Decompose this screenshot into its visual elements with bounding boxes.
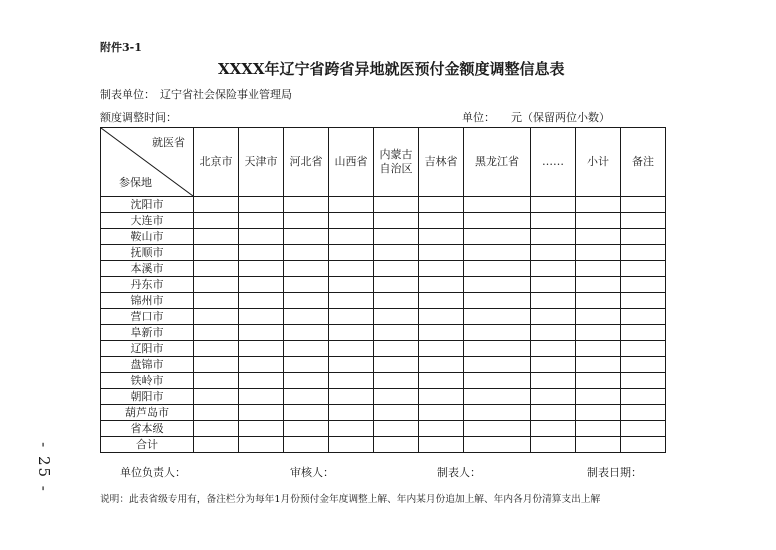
row-label: 抚顺市 (101, 245, 194, 261)
empty-cell (329, 325, 374, 341)
empty-cell (239, 229, 284, 245)
empty-cell (374, 421, 419, 437)
column-header: 山西省 (329, 128, 374, 197)
empty-cell (329, 421, 374, 437)
table-row (101, 341, 666, 357)
empty-cell (329, 389, 374, 405)
empty-cell (464, 229, 531, 245)
empty-cell (531, 325, 576, 341)
empty-cell (194, 229, 239, 245)
empty-cell (621, 245, 666, 261)
empty-cell (239, 325, 284, 341)
column-header: 天津市 (239, 128, 284, 197)
row-label: 辽阳市 (101, 341, 194, 357)
signature-date-label: 制表日期： (587, 466, 642, 479)
empty-cell (576, 421, 621, 437)
empty-cell (464, 357, 531, 373)
signature-preparer-label: 制表人： (437, 466, 481, 479)
empty-cell (419, 213, 464, 229)
column-header: 吉林省 (419, 128, 464, 197)
empty-cell (329, 213, 374, 229)
empty-cell (284, 373, 329, 389)
row-label: 丹东市 (101, 277, 194, 293)
empty-cell (464, 197, 531, 213)
empty-cell (621, 261, 666, 277)
empty-cell (531, 309, 576, 325)
row-label: 本溪市 (101, 261, 194, 277)
row-label: 葫芦岛市 (101, 405, 194, 421)
empty-cell (621, 229, 666, 245)
table-row (101, 389, 666, 405)
empty-cell (329, 373, 374, 389)
empty-cell (239, 293, 284, 309)
column-header: 小计 (576, 128, 621, 197)
table-row (101, 357, 666, 373)
empty-cell (464, 261, 531, 277)
empty-cell (284, 389, 329, 405)
empty-cell (194, 341, 239, 357)
empty-cell (194, 261, 239, 277)
empty-cell (284, 293, 329, 309)
empty-cell (621, 325, 666, 341)
empty-cell (464, 293, 531, 309)
empty-cell (284, 421, 329, 437)
empty-cell (284, 437, 329, 453)
empty-cell (576, 245, 621, 261)
table-row (101, 405, 666, 421)
row-label: 省本级 (101, 421, 194, 437)
empty-cell (464, 341, 531, 357)
empty-cell (374, 325, 419, 341)
empty-cell (621, 341, 666, 357)
table-row (101, 245, 666, 261)
empty-cell (194, 325, 239, 341)
explanatory-note: 说明：此表省级专用有，备注栏分为每年1月份预付金年度调整上解、年内某月份追加上解、年内各月份清算支出上解 (100, 494, 601, 505)
empty-cell (621, 213, 666, 229)
empty-cell (576, 197, 621, 213)
empty-cell (464, 373, 531, 389)
currency-unit-value: 元（保留两位小数） (511, 111, 610, 124)
empty-cell (621, 197, 666, 213)
empty-cell (531, 213, 576, 229)
empty-cell (329, 405, 374, 421)
row-label: 营口市 (101, 309, 194, 325)
row-label: 朝阳市 (101, 389, 194, 405)
adjustment-table (100, 127, 666, 453)
empty-cell (329, 277, 374, 293)
empty-cell (621, 357, 666, 373)
empty-cell (194, 421, 239, 437)
empty-cell (464, 213, 531, 229)
table-row (101, 277, 666, 293)
empty-cell (531, 437, 576, 453)
empty-cell (329, 437, 374, 453)
column-header: 河北省 (284, 128, 329, 197)
empty-cell (464, 325, 531, 341)
empty-cell (576, 357, 621, 373)
empty-cell (194, 405, 239, 421)
empty-cell (419, 277, 464, 293)
empty-cell (576, 341, 621, 357)
table-row (101, 213, 666, 229)
empty-cell (576, 261, 621, 277)
empty-cell (576, 437, 621, 453)
column-header: …… (531, 128, 576, 197)
empty-cell (374, 213, 419, 229)
empty-cell (284, 325, 329, 341)
empty-cell (239, 405, 284, 421)
empty-cell (374, 389, 419, 405)
empty-cell (239, 357, 284, 373)
empty-cell (419, 261, 464, 277)
signature-head-label: 单位负责人： (120, 466, 186, 479)
empty-cell (374, 357, 419, 373)
empty-cell (576, 405, 621, 421)
empty-cell (621, 405, 666, 421)
table-row (101, 293, 666, 309)
empty-cell (464, 277, 531, 293)
empty-cell (531, 261, 576, 277)
column-header: 备注 (621, 128, 666, 197)
empty-cell (194, 213, 239, 229)
empty-cell (239, 197, 284, 213)
empty-cell (374, 229, 419, 245)
table-body (101, 197, 666, 453)
row-label: 沈阳市 (101, 197, 194, 213)
empty-cell (239, 245, 284, 261)
table-row (101, 373, 666, 389)
empty-cell (374, 373, 419, 389)
empty-cell (531, 421, 576, 437)
row-label: 大连市 (101, 213, 194, 229)
empty-cell (621, 389, 666, 405)
empty-cell (621, 309, 666, 325)
empty-cell (531, 277, 576, 293)
table-row (101, 421, 666, 437)
empty-cell (329, 229, 374, 245)
adjustment-time-label: 额度调整时间： (100, 111, 177, 124)
empty-cell (621, 437, 666, 453)
page-number: - 25 - (34, 442, 53, 493)
empty-cell (419, 325, 464, 341)
empty-cell (374, 293, 419, 309)
empty-cell (419, 437, 464, 453)
empty-cell (329, 293, 374, 309)
corner-header-cell (101, 128, 194, 197)
empty-cell (239, 277, 284, 293)
empty-cell (419, 373, 464, 389)
empty-cell (284, 229, 329, 245)
column-header: 内蒙古自治区 (374, 128, 419, 197)
empty-cell (419, 421, 464, 437)
empty-cell (374, 437, 419, 453)
empty-cell (419, 341, 464, 357)
empty-cell (576, 293, 621, 309)
empty-cell (284, 341, 329, 357)
empty-cell (531, 357, 576, 373)
corner-label-insured-place: 参保地 (119, 176, 152, 189)
table-row (101, 437, 666, 453)
empty-cell (576, 389, 621, 405)
empty-cell (464, 389, 531, 405)
empty-cell (419, 389, 464, 405)
empty-cell (531, 197, 576, 213)
table-row (101, 197, 666, 213)
empty-cell (374, 405, 419, 421)
empty-cell (239, 341, 284, 357)
table-header-row (101, 128, 666, 197)
empty-cell (284, 277, 329, 293)
row-label: 盘锦市 (101, 357, 194, 373)
empty-cell (284, 245, 329, 261)
empty-cell (576, 373, 621, 389)
empty-cell (374, 277, 419, 293)
empty-cell (329, 261, 374, 277)
empty-cell (621, 293, 666, 309)
empty-cell (419, 405, 464, 421)
empty-cell (419, 293, 464, 309)
empty-cell (621, 421, 666, 437)
empty-cell (531, 389, 576, 405)
signature-reviewer-label: 审核人： (290, 466, 334, 479)
empty-cell (374, 197, 419, 213)
empty-cell (284, 261, 329, 277)
empty-cell (374, 341, 419, 357)
issuing-unit-label: 制表单位： (100, 88, 155, 101)
empty-cell (531, 245, 576, 261)
empty-cell (194, 309, 239, 325)
empty-cell (194, 293, 239, 309)
empty-cell (329, 309, 374, 325)
empty-cell (284, 405, 329, 421)
empty-cell (374, 309, 419, 325)
empty-cell (531, 293, 576, 309)
table-row (101, 261, 666, 277)
empty-cell (419, 357, 464, 373)
empty-cell (239, 421, 284, 437)
empty-cell (194, 245, 239, 261)
currency-unit-label: 单位： (462, 111, 495, 124)
empty-cell (464, 405, 531, 421)
document-title: XXXX年辽宁省跨省异地就医预付金额度调整信息表 (218, 60, 565, 78)
empty-cell (576, 325, 621, 341)
empty-cell (239, 373, 284, 389)
column-header: 黑龙江省 (464, 128, 531, 197)
empty-cell (194, 373, 239, 389)
empty-cell (329, 357, 374, 373)
table-row (101, 309, 666, 325)
empty-cell (621, 373, 666, 389)
empty-cell (621, 277, 666, 293)
empty-cell (194, 357, 239, 373)
empty-cell (576, 309, 621, 325)
corner-label-treatment-province: 就医省 (152, 136, 185, 149)
column-header: 北京市 (194, 128, 239, 197)
row-label: 锦州市 (101, 293, 194, 309)
empty-cell (194, 197, 239, 213)
table-row (101, 229, 666, 245)
issuing-unit-value: 辽宁省社会保险事业管理局 (160, 88, 292, 101)
empty-cell (576, 277, 621, 293)
empty-cell (419, 309, 464, 325)
attachment-number: 附件3-1 (100, 41, 142, 54)
table-row (101, 325, 666, 341)
empty-cell (531, 373, 576, 389)
row-label: 铁岭市 (101, 373, 194, 389)
empty-cell (284, 197, 329, 213)
row-label: 鞍山市 (101, 229, 194, 245)
empty-cell (464, 309, 531, 325)
empty-cell (464, 245, 531, 261)
empty-cell (464, 421, 531, 437)
empty-cell (419, 229, 464, 245)
empty-cell (329, 197, 374, 213)
empty-cell (284, 213, 329, 229)
empty-cell (531, 405, 576, 421)
empty-cell (239, 389, 284, 405)
empty-cell (194, 437, 239, 453)
empty-cell (374, 261, 419, 277)
empty-cell (194, 389, 239, 405)
empty-cell (419, 245, 464, 261)
empty-cell (329, 341, 374, 357)
empty-cell (419, 197, 464, 213)
empty-cell (576, 213, 621, 229)
empty-cell (239, 261, 284, 277)
empty-cell (531, 229, 576, 245)
empty-cell (239, 213, 284, 229)
empty-cell (239, 309, 284, 325)
empty-cell (194, 277, 239, 293)
empty-cell (239, 437, 284, 453)
empty-cell (464, 437, 531, 453)
empty-cell (531, 341, 576, 357)
empty-cell (576, 229, 621, 245)
row-label: 合计 (101, 437, 194, 453)
empty-cell (284, 309, 329, 325)
row-label: 阜新市 (101, 325, 194, 341)
empty-cell (284, 357, 329, 373)
empty-cell (329, 245, 374, 261)
empty-cell (374, 245, 419, 261)
